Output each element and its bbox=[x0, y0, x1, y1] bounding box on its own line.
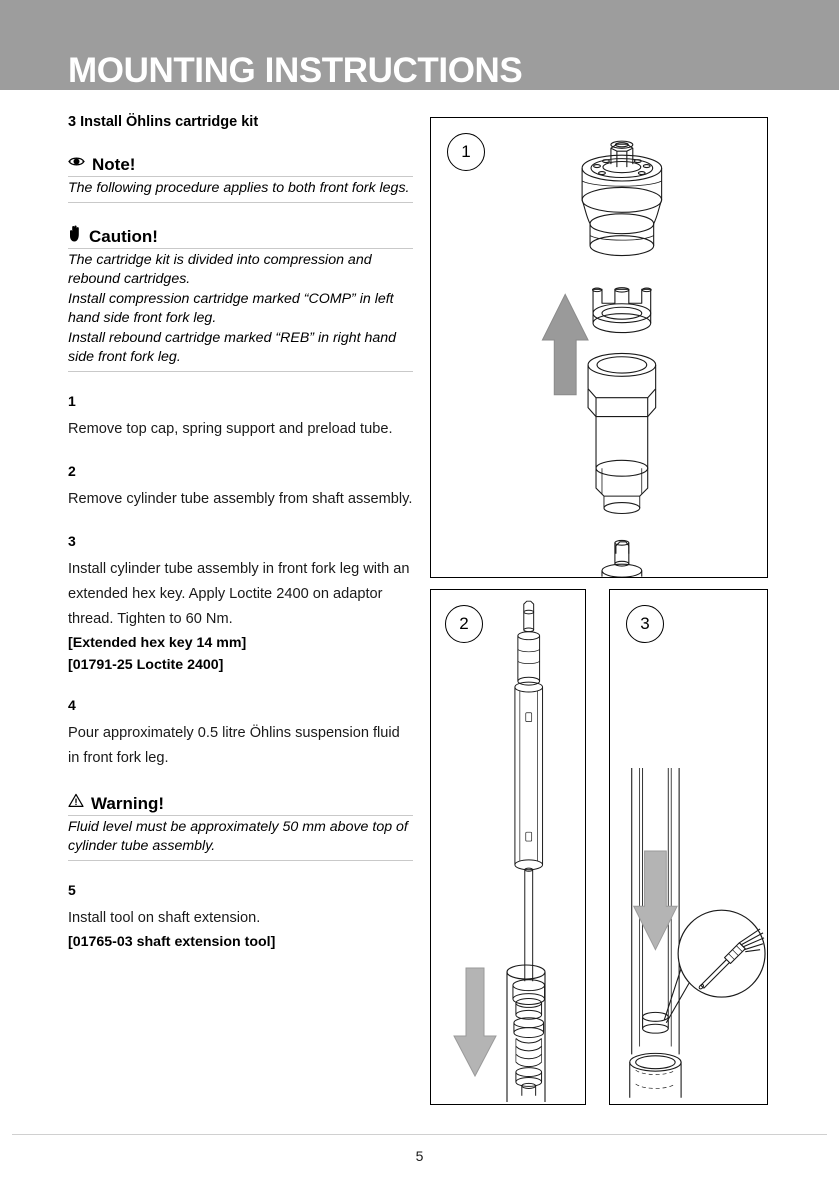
panel-1-artwork bbox=[431, 118, 767, 577]
caution-line: Install rebound cartridge marked “REB” in right hand side front fork leg. bbox=[68, 329, 397, 365]
panel-badge: 2 bbox=[445, 605, 483, 643]
panel-2-artwork bbox=[431, 590, 585, 1104]
step-number: 2 bbox=[68, 462, 76, 479]
step-tool-reference: [01791-25 Loctite 2400] bbox=[68, 656, 224, 673]
warning-triangle-icon bbox=[68, 793, 84, 814]
warning-body bbox=[68, 816, 413, 861]
step-text: Pour approximately 0.5 litre Öhlins suspension fluid in front fork leg. bbox=[68, 724, 400, 766]
step-text: Remove cylinder tube assembly from shaft assembly. bbox=[68, 490, 413, 507]
page-title: MOUNTING INSTRUCTIONS bbox=[68, 51, 523, 90]
step-number: 4 bbox=[68, 696, 76, 713]
step-5 bbox=[68, 881, 413, 953]
step-number: 1 bbox=[68, 392, 76, 409]
panel-3-artwork bbox=[610, 590, 767, 1104]
caution-header bbox=[68, 225, 413, 249]
step-tool-reference: [Extended hex key 14 mm] bbox=[68, 634, 247, 651]
panel-badge: 1 bbox=[447, 133, 485, 171]
note-label: Note! bbox=[92, 155, 136, 174]
step-tool-reference: [01765-03 shaft extension tool] bbox=[68, 933, 276, 950]
caution-line: Install compression cartridge marked “COMP” in left hand side front fork leg. bbox=[68, 290, 394, 326]
note-header bbox=[68, 154, 413, 177]
step-4 bbox=[68, 696, 413, 771]
eye-icon bbox=[68, 153, 85, 173]
page-number: 5 bbox=[415, 1148, 424, 1164]
section-title: 3 Install Öhlins cartridge kit bbox=[68, 114, 259, 130]
step-2 bbox=[68, 462, 413, 512]
warning-header bbox=[68, 793, 413, 816]
step-text: Install cylinder tube assembly in front fork leg with an extended hex key. Apply Loctite 2400 on adaptor thread. Tighten to 60 Nm. bbox=[68, 560, 410, 627]
step-number: 5 bbox=[68, 881, 76, 898]
step-1 bbox=[68, 392, 413, 442]
caution-body bbox=[68, 249, 413, 372]
step-3 bbox=[68, 532, 413, 676]
panel-badge: 3 bbox=[626, 605, 664, 643]
direction-arrow-down bbox=[634, 851, 677, 950]
footer-divider bbox=[12, 1134, 827, 1135]
note-block bbox=[68, 154, 413, 203]
caution-line: The cartridge kit is divided into compression and rebound cartridges. bbox=[68, 251, 372, 287]
warning-block bbox=[68, 793, 413, 861]
step-text: Remove top cap, spring support and preload tube. bbox=[68, 420, 393, 437]
step-number: 3 bbox=[68, 532, 76, 549]
illustration-panel-2 bbox=[430, 589, 586, 1105]
caution-label: Caution! bbox=[89, 226, 158, 246]
warning-text: Fluid level must be approximately 50 mm above top of cylinder tube assembly. bbox=[68, 818, 408, 854]
page-header-band bbox=[0, 0, 839, 90]
instructions-column bbox=[68, 112, 413, 953]
direction-arrow-up bbox=[542, 294, 588, 394]
caution-block bbox=[68, 225, 413, 372]
illustration-panel-1 bbox=[430, 117, 768, 578]
step-text: Install tool on shaft extension. bbox=[68, 909, 261, 926]
note-text: The following procedure applies to both front fork legs. bbox=[68, 180, 410, 196]
warning-label: Warning! bbox=[91, 793, 165, 813]
note-body bbox=[68, 177, 413, 203]
illustration-panel-3 bbox=[609, 589, 768, 1105]
raised-hand-icon bbox=[68, 225, 82, 247]
